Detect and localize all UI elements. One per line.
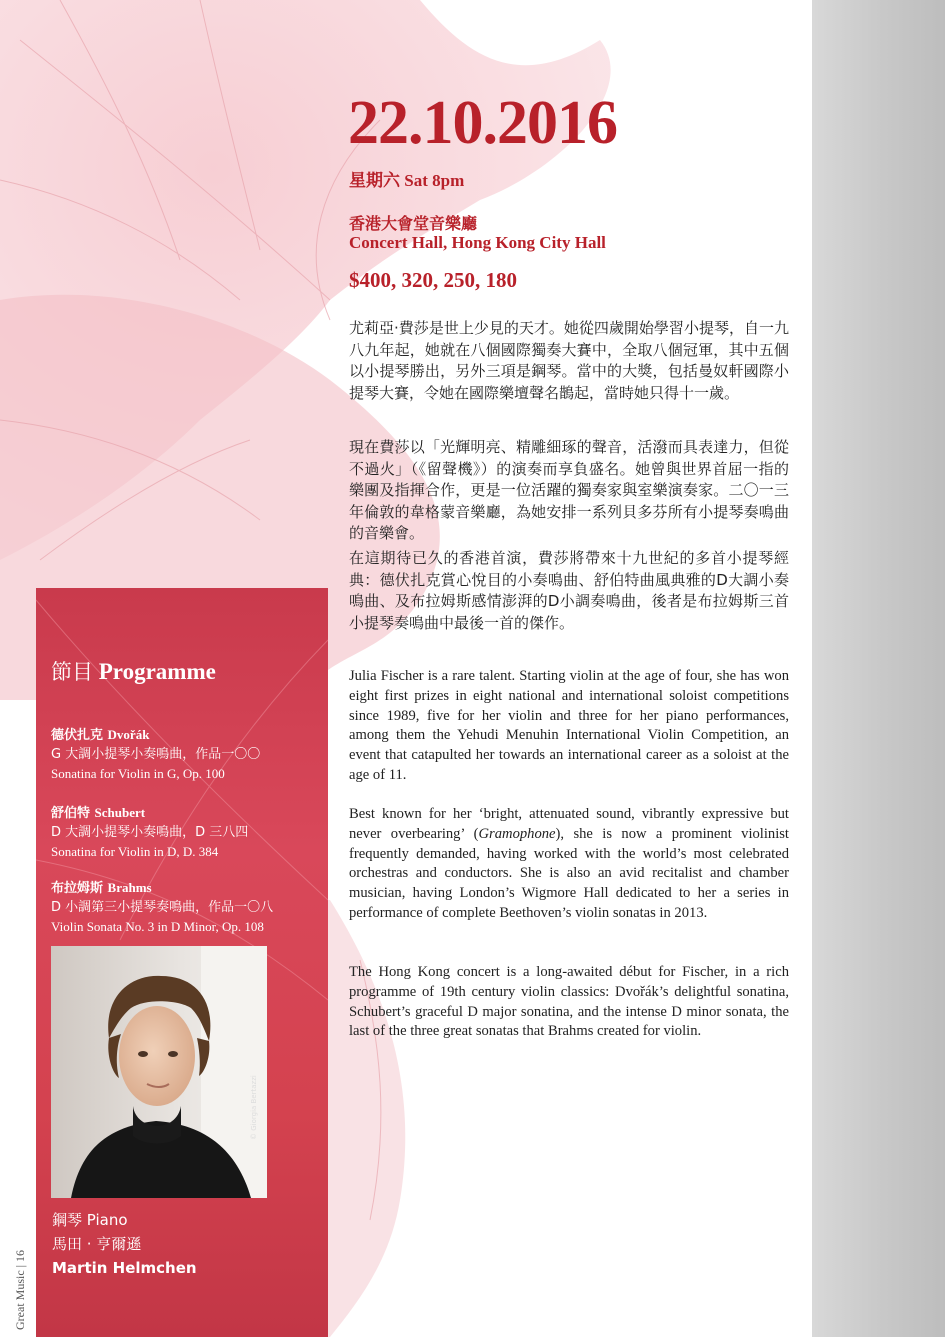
- composer-name: [51, 725, 316, 745]
- artist-photo: [51, 946, 267, 1198]
- ticket-prices: $400, 320, 250, 180: [349, 268, 517, 292]
- programme-heading-en: Programme: [98, 659, 216, 684]
- artist-role: 鋼琴 Piano: [52, 1211, 128, 1229]
- programme-item-schubert: [51, 803, 316, 861]
- gramophone-title: Gramophone: [478, 825, 556, 842]
- work-title-zh: D 大調小提琴小奏鳴曲，D 三八四: [51, 825, 249, 840]
- artist-caption: [52, 1208, 197, 1280]
- body-en-p2-text-a: Best known for her ‘bright, attenuated sound, vibrantly expressive but never overbearing’ (: [349, 806, 789, 842]
- composer-zh: 布拉姆斯: [51, 881, 104, 896]
- event-day-time: 星期六 Sat 8pm: [349, 171, 465, 190]
- body-en-paragraph-1: Julia Fischer is a rare talent. Starting violin at the age of four, she has won eight first prizes in eight national and international soloist competitions since 1989, five for her violin and three for her piano performances, among them the Yehudi Menuhin International Violin Competition, an event that catapulted her towards an international career as a soloist at the age of 11.: [349, 668, 789, 783]
- body-zh-paragraph-1: 尤莉亞·費莎是世上少見的天才。她從四歲開始學習小提琴，自一九八九年起，她就在八個國際獨奏大賽中，全取八個冠軍，其中五個以小提琴勝出，另外三項是鋼琴。當中的大獎，包括曼奴軒國際小提琴大賽，令她在國際樂壇聲名鵲起，當時她只得十一歲。: [349, 319, 789, 402]
- body-zh-paragraph-2: 現在費莎以「光輝明亮、精雕細琢的聲音，活潑而具表達力，但從不過火」（《留聲機》）的演奏而享負盛名。她曾與世界首屈一指的樂團及指揮合作，更是一位活躍的獨奏家與室樂演奏家。二〇一三年倫敦的韋格蒙音樂廳，為她安排一系列貝多芬所有小提琴奏鳴曲的音樂會。: [349, 438, 789, 542]
- artist-name-en: Martin Helmchen: [52, 1259, 197, 1277]
- work-title-en: Sonatina for Violin in D, D. 384: [51, 844, 219, 859]
- work-title-zh: D 小調第三小提琴奏鳴曲，作品一〇八: [51, 900, 274, 915]
- work-title-en: Violin Sonata No. 3 in D Minor, Op. 108: [51, 919, 264, 934]
- composer-zh: 德伏扎克: [51, 728, 104, 743]
- programme-heading: [51, 656, 216, 686]
- photo-credit: © Giorgia Bertazzi: [250, 1075, 258, 1140]
- work-title-zh: G 大調小提琴小奏鳴曲，作品一〇〇: [51, 747, 261, 762]
- composer-name: [51, 803, 316, 823]
- grey-margin-strip: [812, 0, 945, 1337]
- venue-chinese: 香港大會堂音樂廳: [349, 214, 478, 233]
- event-date: 22.10.2016: [348, 89, 617, 157]
- composer-en: Brahms: [107, 880, 152, 895]
- venue-english: Concert Hall, Hong Kong City Hall: [349, 233, 606, 252]
- page-folio: Great Music | 16: [13, 1249, 27, 1330]
- body-en-paragraph-3: The Hong Kong concert is a long-awaited début for Fischer, in a rich programme of 19th century violin classics: Dvořák’s delightful sonatina, Schubert’s graceful D major sonatina, and the intense D minor sonata, the last of the three great sonatas that Brahms created for violin.: [349, 964, 789, 1040]
- body-en-p2-text-b: ), she is now a prominent violinist frequently demanded, having worked with the world’s most celebrated orchestras and conductors. She is also an avid recitalist and chamber musician, having London’s Wigmore Hall dedicated to her a series in performance of complete Beethoven’s violin sonatas in 2013.: [349, 825, 789, 921]
- portrait-illustration: [51, 946, 267, 1198]
- programme-item-brahms: [51, 878, 316, 936]
- work-title-en: Sonatina for Violin in G, Op. 100: [51, 766, 225, 781]
- programme-heading-zh: 節目: [51, 660, 93, 684]
- composer-en: Dvořák: [107, 727, 150, 742]
- body-en-paragraph-2: [349, 805, 789, 924]
- composer-name: [51, 878, 316, 898]
- programme-item-dvorak: [51, 725, 316, 783]
- composer-zh: 舒伯特: [51, 806, 91, 821]
- composer-en: Schubert: [94, 805, 146, 820]
- body-zh-paragraph-3: 在這期待已久的香港首演，費莎將帶來十九世紀的多首小提琴經典：德伏扎克賞心悅目的小奏鳴曲、舒伯特曲風典雅的D大調小奏鳴曲、及布拉姆斯感情澎湃的D小調奏鳴曲，後者是布拉姆斯三首小提琴奏鳴曲中最後一首的傑作。: [349, 549, 789, 632]
- artist-name-zh: 馬田 · 亨爾遜: [52, 1235, 142, 1253]
